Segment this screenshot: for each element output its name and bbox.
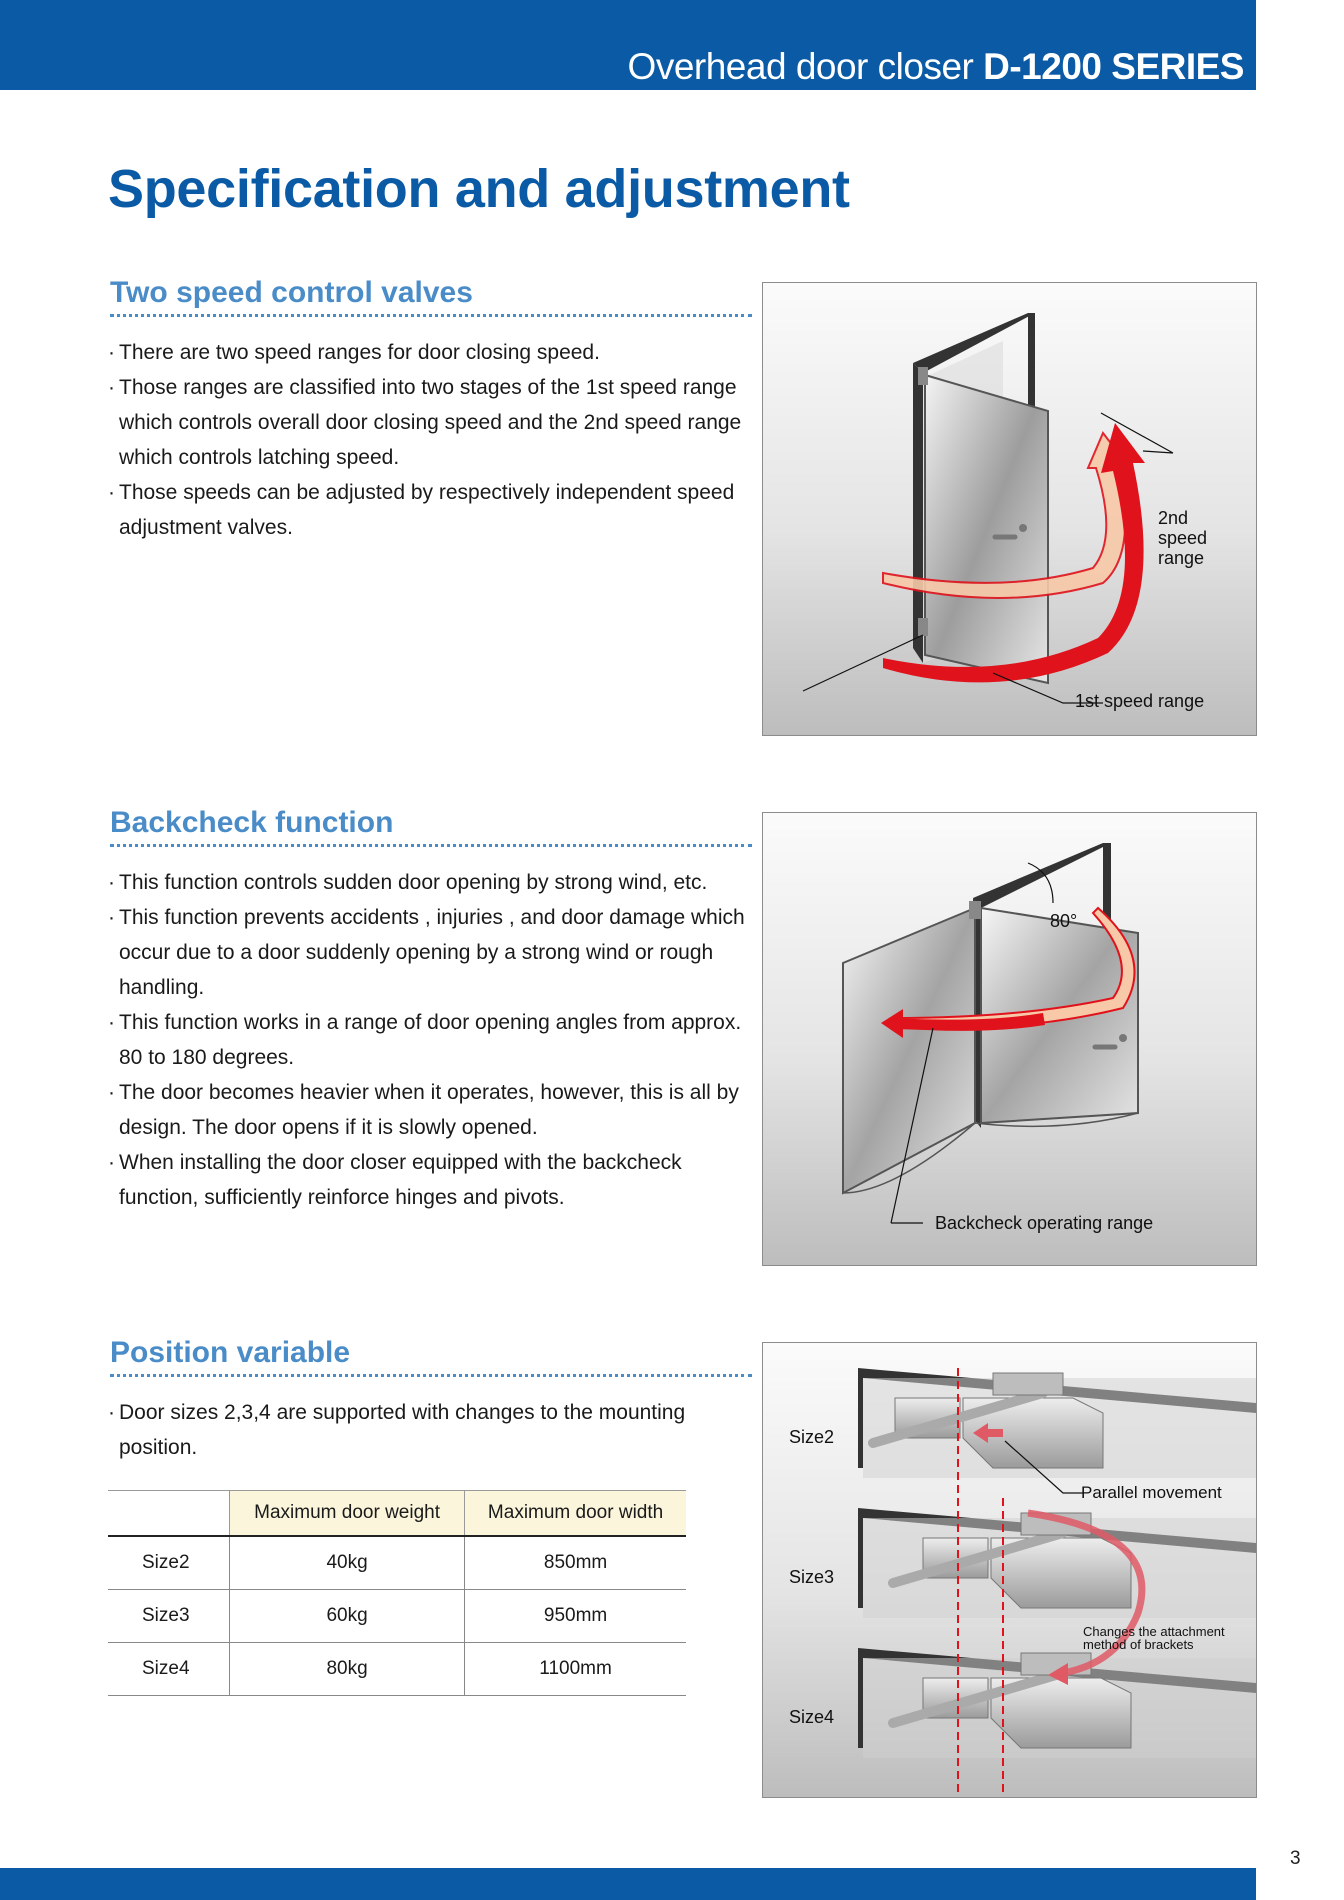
- backcheck-illustration: [763, 813, 1256, 1265]
- table-cell-weight: 80kg: [230, 1643, 465, 1696]
- position-bullet-list: [108, 1395, 728, 1465]
- section-title-position: Position variable: [110, 1336, 351, 1369]
- table-cell-size: Size4: [108, 1643, 230, 1696]
- bullet-item: · This function works in a range of door opening angles from approx. 80 to 180 degrees.: [108, 1011, 742, 1069]
- label-line: method of brackets: [1083, 1637, 1194, 1652]
- bullet-text: This function prevents accidents , injuries , and door damage which occur due to a door suddenly opening by a strong wind or rough handling.: [119, 906, 745, 999]
- table-header-weight: Maximum door weight: [230, 1491, 465, 1537]
- bullet-item: · Those speeds can be adjusted by respectively independent speed adjustment valves.: [108, 481, 735, 539]
- table-cell-size: Size2: [108, 1536, 230, 1590]
- second-speed-label: [1158, 508, 1207, 568]
- table-header-width: Maximum door width: [465, 1491, 686, 1537]
- bullet-item: · Those ranges are classified into two stages of the 1st speed range which controls overall door closing speed and the 2nd speed range which controls latching speed.: [108, 376, 742, 469]
- table-cell-weight: 60kg: [230, 1590, 465, 1643]
- closer-position-illustration: [763, 1343, 1256, 1797]
- table-row: [108, 1536, 686, 1590]
- backcheck-figure: [762, 812, 1257, 1266]
- bullet-text: When installing the door closer equipped with the backcheck function, sufficiently reinforce hinges and pivots.: [119, 1151, 682, 1209]
- footer-bar: [0, 1868, 1256, 1900]
- series-title: [628, 46, 1244, 88]
- table-header-row: [108, 1491, 686, 1537]
- bullet-text: This function controls sudden door opening by strong wind, etc.: [119, 871, 708, 894]
- header-bar: [0, 0, 1256, 90]
- table-cell-width: 950mm: [465, 1590, 686, 1643]
- section-divider: [110, 314, 752, 317]
- backcheck-range-label: Backcheck operating range: [935, 1213, 1154, 1233]
- bullet-text: Those ranges are classified into two stages of the 1st speed range which controls overall door closing speed and the 2nd speed range which controls latching speed.: [119, 376, 742, 469]
- bullet-text: There are two speed ranges for door closing speed.: [119, 341, 600, 364]
- page-number: 3: [1290, 1848, 1301, 1869]
- series-title-bold: D-1200 SERIES: [983, 46, 1244, 87]
- bullet-item: · The door becomes heavier when it operates, however, this is all by design. The door opens if it is slowly opened.: [108, 1081, 739, 1139]
- section-divider: [110, 1374, 752, 1377]
- series-title-light: Overhead door closer: [627, 46, 984, 87]
- label-line: range: [1158, 548, 1205, 568]
- table-cell-width: 850mm: [465, 1536, 686, 1590]
- bullet-item: · This function controls sudden door opening by strong wind, etc.: [108, 871, 708, 894]
- label-line: Changes the attachment: [1083, 1624, 1225, 1639]
- two-speed-figure: [762, 282, 1257, 736]
- label-line: 2nd: [1158, 508, 1189, 528]
- bullet-text: This function works in a range of door opening angles from approx. 80 to 180 degrees.: [119, 1011, 742, 1069]
- bullet-item: · Door sizes 2,3,4 are supported with changes to the mounting position.: [108, 1401, 686, 1459]
- backcheck-angle-label: 80°: [1050, 911, 1078, 931]
- bullet-item: · This function prevents accidents , injuries , and door damage which occur due to a door suddenly opening by a strong wind or rough handling.: [108, 906, 745, 999]
- bullet-item: · When installing the door closer equipped with the backcheck function, sufficiently reinforce hinges and pivots.: [108, 1151, 682, 1209]
- section-divider: [110, 844, 752, 847]
- page-title: Specification and adjustment: [108, 159, 850, 219]
- parallel-movement-label: Parallel movement: [1081, 1483, 1222, 1502]
- bullet-text: Door sizes 2,3,4 are supported with changes to the mounting position.: [119, 1401, 686, 1459]
- bullet-item: · There are two speed ranges for door closing speed.: [108, 341, 600, 364]
- figure-size-label: Size2: [789, 1427, 835, 1447]
- table-row: [108, 1590, 686, 1643]
- first-speed-label: 1st speed range: [1075, 691, 1205, 711]
- bracket-change-label: [1083, 1625, 1225, 1651]
- label-line: speed: [1158, 528, 1208, 548]
- position-figure: [762, 1342, 1257, 1798]
- table-row: [108, 1643, 686, 1696]
- bullet-text: The door becomes heavier when it operates, however, this is all by design. The door opens if it is slowly opened.: [119, 1081, 739, 1139]
- table-cell-size: Size3: [108, 1590, 230, 1643]
- two-speed-bullet-list: [108, 335, 758, 545]
- bullet-text: Those speeds can be adjusted by respectively independent speed adjustment valves.: [119, 481, 735, 539]
- backcheck-bullet-list: [108, 865, 758, 1215]
- table-cell-width: 1100mm: [465, 1643, 686, 1696]
- table-cell-weight: 40kg: [230, 1536, 465, 1590]
- section-title-backcheck: Backcheck function: [110, 806, 394, 839]
- table-header-blank: [108, 1491, 230, 1537]
- figure-size-label: Size3: [789, 1567, 835, 1587]
- size-spec-table: [108, 1490, 686, 1696]
- section-title-two-speed: Two speed control valves: [110, 276, 473, 309]
- figure-size-label: Size4: [789, 1707, 835, 1727]
